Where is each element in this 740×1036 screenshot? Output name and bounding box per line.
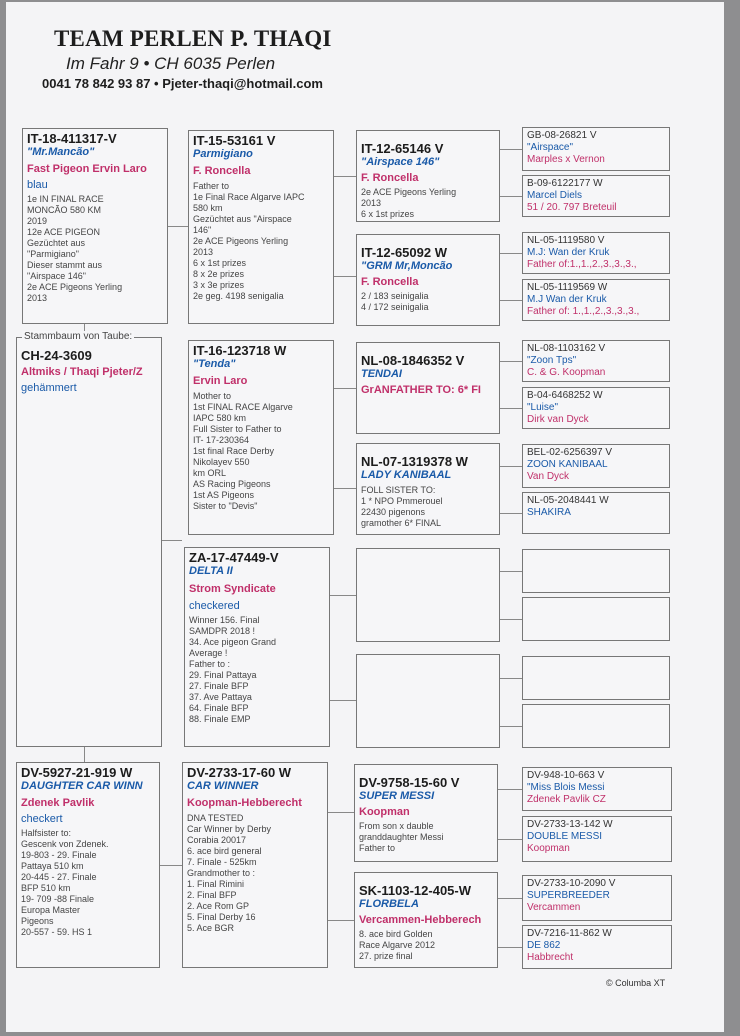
connector-line	[330, 700, 356, 701]
gen2-breeder: Koopman-Hebberecht	[187, 797, 302, 809]
gen4-name: ZOON KANIBAAL	[527, 459, 608, 470]
dam-info-line: Pattaya 510 km	[21, 861, 84, 871]
gen2-ring: IT-15-53161 V	[193, 133, 276, 148]
sire-info-line: 2019	[27, 216, 48, 226]
connector-line	[498, 839, 522, 840]
dam-info-line: 20-445 - 27. Finale	[21, 872, 97, 882]
gen2-info-line: Full Sister to Father to	[193, 424, 282, 434]
gen4-box	[522, 816, 672, 862]
gen3-info-line: 22430 pigenons	[361, 507, 426, 517]
gen2-info-line: Car Winner by Derby	[187, 824, 272, 834]
gen2-ring: DV-2733-17-60 W	[187, 765, 292, 780]
gen2-info-line: IT- 17-230364	[193, 435, 250, 445]
gen2-info-line: 88. Finale EMP	[189, 714, 251, 724]
sire-info-line: Gezüchtet aus	[27, 238, 86, 248]
gen4-box	[522, 387, 670, 429]
gen2-info-line: 64. Finale BFP	[189, 703, 249, 713]
gen2-info-line: 2e geg. 4198 senigalia	[193, 291, 284, 301]
gen2-info-line: 1e Final Race Algarve IAPC	[193, 192, 305, 202]
gen2-info-line: Father to	[193, 181, 230, 191]
gen3-info	[359, 821, 493, 854]
dam-box	[16, 762, 160, 968]
connector-line	[162, 540, 182, 541]
sire-name: "Mr.Mancão"	[27, 146, 95, 158]
sire-info-line: 2e ACE Pigeons Yerling	[27, 282, 123, 292]
gen3-box	[356, 234, 500, 326]
gen4-ring: DV-948-10-663 V	[527, 770, 605, 781]
gen3-info	[361, 485, 495, 529]
gen2-name: Parmigiano	[193, 148, 253, 160]
gen2-info-line: Winner 156. Final	[189, 615, 260, 625]
gen2-info-line: 29. Final Pattaya	[189, 670, 257, 680]
subject-breeder: Altmiks / Thaqi Pjeter/Z	[21, 366, 143, 378]
gen2-info-line: Nikolayev 550	[193, 457, 250, 467]
gen2-info-line: AS Racing Pigeons	[193, 479, 271, 489]
gen3-info-line: FOLL SISTER TO:	[361, 485, 436, 495]
gen4-box	[522, 340, 670, 382]
gen3-info	[361, 187, 495, 220]
gen4-name: "Zoon Tps"	[527, 355, 577, 366]
gen2-info-line: 2e ACE Pigeons Yerling	[193, 236, 289, 246]
dam-name: DAUGHTER CAR WINN	[21, 780, 143, 792]
subject-color: gehämmert	[21, 382, 77, 394]
gen3-ring: NL-08-1846352 V	[361, 353, 465, 368]
gen2-info-line: SAMDPR 2018 !	[189, 626, 256, 636]
connector-line	[498, 898, 522, 899]
gen2-info-line: Mother to	[193, 391, 232, 401]
sire-info-line: "Parmigiano"	[27, 249, 79, 259]
connector-line	[500, 253, 522, 254]
gen2-info-line: 6 x 1st prizes	[193, 258, 247, 268]
gen2-name: CAR WINNER	[187, 780, 259, 792]
dam-info-line: 20-557 - 59. HS 1	[21, 927, 93, 937]
gen2-info	[193, 391, 329, 512]
connector-line	[84, 747, 85, 762]
gen2-info-line: Gezüchtet aus "Airspace	[193, 214, 292, 224]
gen3-ring: NL-07-1319378 W	[361, 454, 468, 469]
dam-color: checkert	[21, 813, 63, 825]
connector-line	[498, 947, 522, 948]
connector-line	[334, 276, 356, 277]
gen3-box	[356, 342, 500, 434]
gen4-breeder: Father of:1.,1.,2.,3.,3.,3.,	[527, 259, 637, 270]
gen3-breeder: Koopman	[359, 806, 410, 818]
gen4-box	[522, 767, 672, 811]
gen4-breeder: Father of: 1.,1.,2.,3.,3.,3.,	[527, 306, 640, 317]
sire-info-line: 1e IN FINAL RACE	[27, 194, 104, 204]
sire-info-line: 12e ACE PIGEON	[27, 227, 101, 237]
pedigree-label: Stammbaum von Taube:	[24, 331, 133, 342]
connector-line	[334, 488, 356, 489]
connector-line	[334, 176, 356, 177]
dam-info-line: Pigeons	[21, 916, 54, 926]
gen2-info-line: 5. Ace BGR	[187, 923, 235, 933]
sire-info	[27, 194, 163, 304]
dam-info-line: Europa Master	[21, 905, 81, 915]
dam-ring: DV-5927-21-919 W	[21, 765, 133, 780]
gen2-breeder: Ervin Laro	[193, 375, 248, 387]
gen3-name: TENDAI	[361, 368, 402, 380]
gen2-info-line: 6. ace bird general	[187, 846, 262, 856]
gen4-box	[522, 175, 670, 217]
gen2-name: "Tenda"	[193, 358, 236, 370]
gen3-ring: IT-12-65146 V	[361, 141, 444, 156]
gen3-box	[354, 764, 498, 862]
subject-box	[16, 337, 162, 747]
gen3-name: "Airspace 146"	[361, 156, 440, 168]
sire-color: blau	[27, 179, 48, 191]
gen4-name: M.J Wan der Kruk	[527, 294, 607, 305]
gen3-info-line: 4 / 172 seinigalia	[361, 302, 429, 312]
gen4-box	[522, 127, 670, 171]
gen4-name: "Airspace"	[527, 142, 574, 153]
team-address: Im Fahr 9 • CH 6035 Perlen	[66, 54, 276, 73]
gen2-info-line: 27. Finale BFP	[189, 681, 249, 691]
gen4-name: Marcel Diels	[527, 190, 583, 201]
gen4-name: "Miss Blois Messi	[527, 782, 605, 793]
gen3-breeder: F. Roncella	[361, 276, 419, 288]
gen2-box	[188, 340, 334, 535]
connector-line	[500, 361, 522, 362]
dam-breeder: Zdenek Pavlik	[21, 797, 95, 809]
dam-info-line: BFP 510 km	[21, 883, 71, 893]
connector-line	[330, 595, 356, 596]
connector-line	[328, 920, 354, 921]
connector-line	[500, 678, 522, 679]
gen4-box	[522, 925, 672, 969]
sire-info-line: "Airspace 146"	[27, 271, 86, 281]
gen3-info-line: 2 / 183 seinigalia	[361, 291, 429, 301]
gen4-box-empty	[522, 656, 670, 700]
connector-line	[500, 513, 522, 514]
gen3-ring: IT-12-65092 W	[361, 245, 447, 260]
gen4-box	[522, 279, 670, 321]
gen2-box	[184, 547, 330, 747]
connector-line	[498, 789, 522, 790]
gen4-box-empty	[522, 549, 670, 593]
gen3-box-empty	[356, 654, 500, 748]
gen2-info-line: 2. Final BFP	[187, 890, 237, 900]
sire-info-line: 2013	[27, 293, 48, 303]
gen2-info	[189, 615, 325, 725]
gen3-name: LADY KANIBAAL	[361, 469, 452, 481]
gen3-info-line: 6 x 1st prizes	[361, 209, 415, 219]
gen4-ring: B-04-6468252 W	[527, 390, 603, 401]
connector-line	[328, 812, 354, 813]
gen2-info-line: 2. Ace Rom GP	[187, 901, 250, 911]
subject-ring: CH-24-3609	[21, 348, 92, 363]
gen2-ring: IT-16-123718 W	[193, 343, 287, 358]
gen3-box-empty	[356, 548, 500, 642]
gen2-box	[182, 762, 328, 968]
gen3-info-line: granddaughter Messi	[359, 832, 444, 842]
gen3-name: "GRM Mr,Moncão	[361, 260, 453, 272]
gen2-info-line: Father to :	[189, 659, 231, 669]
gen4-breeder: C. & G. Koopman	[527, 367, 606, 378]
gen2-info-line: DNA TESTED	[187, 813, 244, 823]
gen4-ring: DV-7216-11-862 W	[527, 928, 612, 939]
gen4-ring: NL-05-1119580 V	[527, 235, 605, 246]
gen2-info-line: 1st final Race Derby	[193, 446, 275, 456]
gen4-breeder: 51 / 20. 797 Breteuil	[527, 202, 617, 213]
gen3-info-line: From son x dauble	[359, 821, 434, 831]
dam-info	[21, 828, 155, 938]
gen3-info-line: 8. ace bird Golden	[359, 929, 433, 939]
gen3-info-line: 2013	[361, 198, 382, 208]
connector-line	[500, 300, 522, 301]
gen4-box	[522, 492, 670, 534]
gen2-info-line: Average !	[189, 648, 228, 658]
gen2-info-line: 5. Final Derby 16	[187, 912, 256, 922]
gen2-color: checkered	[189, 600, 240, 612]
gen2-info-line: 580 km	[193, 203, 223, 213]
gen4-name: SHAKIRA	[527, 507, 571, 518]
gen3-ring: DV-9758-15-60 V	[359, 775, 460, 790]
gen2-info	[193, 181, 329, 302]
gen4-name: "Luise"	[527, 402, 559, 413]
gen2-info-line: 1. Final Rimini	[187, 879, 245, 889]
gen2-info	[187, 813, 323, 934]
gen2-breeder: F. Roncella	[193, 165, 251, 177]
connector-line	[500, 149, 522, 150]
dam-info-line: 19- 709 -88 Finale	[21, 894, 95, 904]
gen3-box	[356, 443, 500, 535]
gen2-info-line: 1st FINAL RACE Algarve	[193, 402, 293, 412]
gen4-box-empty	[522, 704, 670, 748]
gen2-info-line: km ORL	[193, 468, 227, 478]
gen4-box	[522, 875, 672, 921]
gen4-ring: DV-2733-13-142 W	[527, 819, 613, 830]
gen4-box-empty	[522, 597, 670, 641]
gen2-info-line: 146"	[193, 225, 212, 235]
team-contact: 0041 78 842 93 87 • Pjeter-thaqi@hotmail.com	[42, 76, 323, 91]
connector-line	[168, 226, 188, 227]
gen2-info-line: IAPC 580 km	[193, 413, 247, 423]
connector-line	[334, 388, 356, 389]
gen2-info-line: 8 x 2e prizes	[193, 269, 245, 279]
gen2-ring: ZA-17-47449-V	[189, 550, 279, 565]
gen4-ring: NL-05-1119569 W	[527, 282, 608, 293]
gen4-breeder: Dirk van Dyck	[527, 414, 589, 425]
sire-info-line: Dieser stammt aus	[27, 260, 103, 270]
gen2-info-line: 37. Ave Pattaya	[189, 692, 252, 702]
gen3-info-line: Father to	[359, 843, 396, 853]
gen3-info-line: gramother 6* FINAL	[361, 518, 442, 528]
gen4-ring: NL-05-2048441 W	[527, 495, 609, 506]
gen2-info-line: Sister to "Devis"	[193, 501, 258, 511]
gen3-info-line: 1 * NPO Pmmerouel	[361, 496, 443, 506]
gen3-breeder: GrANFATHER TO: 6* FI	[361, 384, 481, 396]
gen4-breeder: Van Dyck	[527, 471, 570, 482]
gen4-ring: GB-08-26821 V	[527, 130, 597, 141]
connector-line	[500, 466, 522, 467]
gen3-breeder: F. Roncella	[361, 172, 419, 184]
dam-info-line: 19-803 - 29. Finale	[21, 850, 97, 860]
gen4-breeder: Vercammen	[527, 902, 581, 913]
team-title: TEAM PERLEN P. THAQI	[54, 26, 332, 51]
gen3-info	[361, 291, 495, 313]
gen3-name: FLORBELA	[359, 898, 419, 910]
gen2-info-line: 1st AS Pigeons	[193, 490, 255, 500]
connector-line	[500, 408, 522, 409]
dam-info-line: Halfsister to:	[21, 828, 72, 838]
connector-line	[160, 865, 182, 866]
gen3-box	[356, 130, 500, 222]
connector-line	[500, 619, 522, 620]
gen2-info-line: 2013	[193, 247, 214, 257]
gen4-breeder: Habbrecht	[527, 952, 574, 963]
gen2-box	[188, 130, 334, 324]
gen3-info-line: 2e ACE Pigeons Yerling	[361, 187, 457, 197]
gen2-info-line: Grandmother to :	[187, 868, 256, 878]
gen3-info	[359, 929, 493, 962]
gen3-info-line: Race Algarve 2012	[359, 940, 436, 950]
sire-info-line: MONCÃO 580 KM	[27, 205, 102, 215]
gen4-ring: B-09-6122177 W	[527, 178, 603, 189]
gen3-info-line: 27. prize final	[359, 951, 413, 961]
gen4-ring: BEL-02-6256397 V	[527, 447, 613, 458]
sire-box	[22, 128, 168, 324]
sire-ring: IT-18-411317-V	[27, 131, 117, 146]
gen2-breeder: Strom Syndicate	[189, 583, 276, 595]
gen3-box	[354, 872, 498, 968]
gen2-info-line: Corabia 20017	[187, 835, 247, 845]
gen2-info-line: 34. Ace pigeon Grand	[189, 637, 277, 647]
gen2-info-line: 7. Finale - 525km	[187, 857, 257, 867]
gen3-breeder: Vercammen-Hebberech	[359, 914, 482, 926]
connector-line	[500, 571, 522, 572]
gen3-ring: SK-1103-12-405-W	[359, 883, 471, 898]
connector-line	[500, 196, 522, 197]
sire-breeder: Fast Pigeon Ervin Laro	[27, 163, 147, 175]
gen4-ring: NL-08-1103162 V	[527, 343, 606, 354]
gen4-breeder: Zdenek Pavlik CZ	[527, 794, 606, 805]
gen4-breeder: Marples x Vernon	[527, 154, 605, 165]
connector-line	[500, 726, 522, 727]
gen4-name: DOUBLE MESSI	[527, 831, 603, 842]
gen4-name: SUPERBREEDER	[527, 890, 610, 901]
gen4-box	[522, 444, 670, 488]
gen4-ring: DV-2733-10-2090 V	[527, 878, 616, 889]
gen4-name: DE 862	[527, 940, 561, 951]
gen3-name: SUPER MESSI	[359, 790, 435, 802]
gen2-name: DELTA II	[189, 565, 233, 577]
gen2-info-line: 3 x 3e prizes	[193, 280, 245, 290]
gen4-breeder: Koopman	[527, 843, 570, 854]
gen4-name: M.J: Wan der Kruk	[527, 247, 610, 258]
gen4-box	[522, 232, 670, 274]
footer-credit: © Columba XT	[606, 978, 666, 988]
dam-info-line: Gescenk von Zdenek.	[21, 839, 109, 849]
